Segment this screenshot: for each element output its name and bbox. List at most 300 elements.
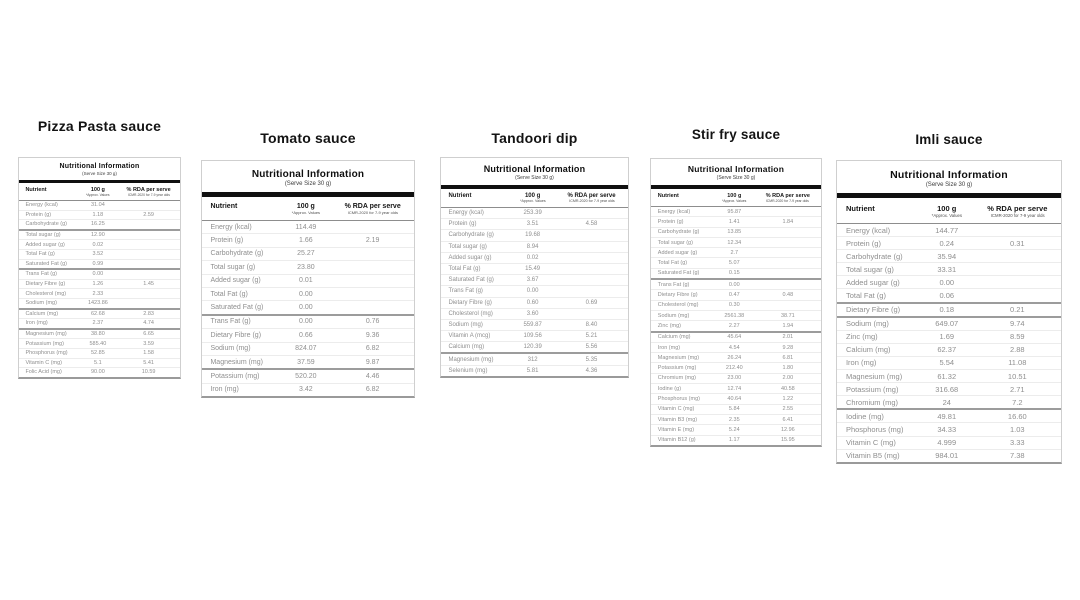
nutrient-name: Saturated Fat (g) bbox=[657, 270, 700, 277]
rda-per-serve: 2.19 bbox=[365, 237, 380, 245]
value-per-100g: 120.39 bbox=[523, 344, 542, 351]
nutrition-card bbox=[201, 130, 415, 398]
table-row bbox=[19, 279, 180, 289]
nutrient-name: Magnesium (mg) bbox=[25, 331, 67, 338]
rda-per-serve: 8.40 bbox=[585, 321, 598, 328]
column-header-rda bbox=[124, 187, 174, 197]
table-row bbox=[202, 233, 414, 246]
rda-per-serve: 4.36 bbox=[585, 367, 598, 374]
rda-per-serve: 11.08 bbox=[1008, 358, 1027, 368]
table-row bbox=[837, 369, 1061, 382]
nutrition-info-heading: Nutritional Information bbox=[483, 164, 586, 174]
value-per-100g: 1.41 bbox=[728, 218, 740, 225]
value-per-100g: 312 bbox=[527, 356, 538, 363]
nutrient-name: Dietary Fibre (g) bbox=[657, 292, 698, 299]
value-per-100g: 109.56 bbox=[523, 333, 542, 340]
value-per-100g: 5.1 bbox=[94, 359, 102, 366]
rda-subtext: ICMR-2020 for 7-9 year olds bbox=[990, 213, 1045, 218]
table-row bbox=[651, 289, 821, 299]
column-header-nutrient: Nutrient bbox=[25, 187, 47, 193]
column-header-rda bbox=[983, 204, 1052, 218]
nutrient-name: Cholesterol (mg) bbox=[25, 290, 67, 297]
value-per-100g: 1.17 bbox=[728, 437, 740, 444]
nutrient-name: Iron (mg) bbox=[25, 320, 48, 327]
nutrient-name: Trans Fat (g) bbox=[448, 288, 483, 295]
serve-size-label: (Serve Size 30 g) bbox=[925, 182, 973, 188]
table-row bbox=[441, 330, 628, 341]
value-per-100g: 0.66 bbox=[299, 331, 313, 339]
value-per-100g: 3.52 bbox=[92, 251, 104, 258]
table-row bbox=[19, 201, 180, 210]
table-row bbox=[651, 257, 821, 267]
table-row bbox=[441, 285, 628, 296]
serve-size-label: (Serve Size 30 g) bbox=[515, 175, 554, 181]
value-per-100g: 316.68 bbox=[935, 384, 959, 394]
table-row bbox=[837, 316, 1061, 330]
column-header-row bbox=[651, 189, 821, 207]
column-header-per-100g bbox=[72, 187, 124, 197]
nutrient-name: Protein (g) bbox=[448, 221, 477, 228]
rda-per-serve: 2.55 bbox=[782, 406, 794, 413]
rda-per-serve: 15.95 bbox=[780, 437, 795, 444]
rda-per-serve: 38.71 bbox=[780, 312, 795, 319]
serve-size-label: (Serve Size 30 g) bbox=[716, 175, 756, 181]
value-per-100g: 3.42 bbox=[299, 386, 313, 394]
column-header-row bbox=[441, 189, 628, 208]
table-row bbox=[651, 310, 821, 320]
value-per-100g: 144.77 bbox=[935, 225, 959, 235]
table-row bbox=[441, 274, 628, 285]
value-per-100g: 31.04 bbox=[91, 202, 105, 209]
table-row bbox=[19, 219, 180, 229]
nutrition-info-heading: Nutritional Information bbox=[59, 163, 140, 170]
nutrition-info-heading: Nutritional Information bbox=[890, 169, 1008, 181]
rda-per-serve: 2.00 bbox=[782, 375, 794, 382]
nutrient-name: Potassium (mg) bbox=[25, 340, 64, 347]
product-title: Stir fry sauce bbox=[691, 127, 781, 142]
rda-per-serve: 1.84 bbox=[782, 218, 794, 225]
value-per-100g: 13.85 bbox=[727, 229, 742, 236]
nutrient-name: Zinc (mg) bbox=[845, 332, 878, 342]
value-per-100g: 26.24 bbox=[727, 354, 742, 361]
table-row bbox=[19, 298, 180, 308]
serve-size-label: (Serve Size 30 g) bbox=[284, 181, 332, 187]
value-per-100g: 2.7 bbox=[730, 249, 739, 256]
table-row bbox=[837, 382, 1061, 395]
rda-per-serve: 5.21 bbox=[585, 333, 598, 340]
nutrient-name: Selenium (mg) bbox=[448, 367, 488, 374]
nutrient-name: Phosphorus (mg) bbox=[845, 424, 904, 434]
nutrient-name: Dietary Fibre (g) bbox=[448, 299, 492, 306]
rda-per-serve: 9.36 bbox=[365, 331, 380, 339]
value-per-100g: 1.69 bbox=[939, 332, 955, 342]
table-row bbox=[202, 383, 414, 396]
value-per-100g: 5.81 bbox=[526, 367, 539, 374]
rda-per-serve: 0.31 bbox=[1009, 238, 1025, 248]
nutrient-rows bbox=[837, 224, 1061, 462]
table-row bbox=[837, 236, 1061, 249]
table-row bbox=[837, 395, 1061, 408]
rda-per-serve: 2.59 bbox=[143, 211, 154, 218]
value-per-100g: 15.49 bbox=[525, 266, 541, 273]
rda-per-serve: 4.58 bbox=[585, 221, 598, 228]
value-per-100g: 23.00 bbox=[727, 375, 742, 382]
per-100g-label: 100 g bbox=[937, 204, 957, 213]
value-per-100g: 62.68 bbox=[91, 310, 105, 317]
nutrient-name: Trans Fat (g) bbox=[25, 271, 58, 278]
per-100g-subtext: *Approx. Values bbox=[931, 213, 962, 218]
nutrition-info-heading: Nutritional Information bbox=[251, 169, 365, 180]
nutrient-name: Sodium (mg) bbox=[657, 312, 690, 319]
value-per-100g: 49.81 bbox=[937, 411, 957, 421]
nutrient-name: Energy (kcal) bbox=[845, 225, 891, 235]
value-per-100g: 0.02 bbox=[526, 254, 539, 261]
per-100g-subtext: *Approx. Values bbox=[519, 199, 546, 203]
nutrient-name: Dietary Fibre (g) bbox=[210, 331, 262, 339]
value-per-100g: 38.80 bbox=[91, 331, 105, 338]
table-row bbox=[441, 229, 628, 240]
table-row bbox=[202, 328, 414, 341]
rda-per-serve: 2.71 bbox=[1009, 384, 1025, 394]
per-100g-subtext: *Approx. Values bbox=[722, 199, 747, 203]
nutrient-name: Energy (kcal) bbox=[448, 210, 484, 217]
value-per-100g: 37.59 bbox=[297, 358, 315, 366]
table-row bbox=[837, 422, 1061, 435]
rda-per-serve: 9.87 bbox=[365, 358, 380, 366]
nutrient-name: Calcium (mg) bbox=[448, 344, 485, 351]
table-row bbox=[837, 449, 1061, 462]
value-per-100g: 52.85 bbox=[91, 350, 105, 357]
nutrient-name: Iodine (mg) bbox=[845, 411, 884, 421]
table-row bbox=[19, 268, 180, 279]
table-row bbox=[651, 424, 821, 434]
nutrient-name: Trans Fat (g) bbox=[210, 318, 251, 326]
rda-per-serve: 8.59 bbox=[1009, 332, 1025, 342]
column-header-nutrient: Nutrient bbox=[448, 193, 472, 199]
rda-per-serve: 2.88 bbox=[1009, 345, 1025, 355]
rda-per-serve: 5.41 bbox=[143, 359, 154, 366]
value-per-100g: 114.49 bbox=[295, 223, 317, 231]
rda-per-serve: 3.59 bbox=[143, 340, 154, 347]
table-row bbox=[441, 297, 628, 308]
rda-label: % RDA per serve bbox=[344, 203, 401, 210]
nutrition-card bbox=[440, 130, 629, 378]
nutrient-name: Cholesterol (mg) bbox=[657, 302, 699, 309]
table-row bbox=[19, 308, 180, 319]
value-per-100g: 5.07 bbox=[728, 260, 740, 267]
value-per-100g: 34.33 bbox=[937, 424, 957, 434]
nutrient-name: Iron (mg) bbox=[210, 386, 239, 394]
value-per-100g: 24 bbox=[942, 397, 951, 407]
table-row bbox=[651, 342, 821, 352]
nutrient-name: Iron (mg) bbox=[845, 358, 877, 368]
value-per-100g: 1.18 bbox=[92, 211, 104, 218]
nutrient-name: Total sugar (g) bbox=[448, 243, 487, 250]
value-per-100g: 0.30 bbox=[728, 302, 740, 309]
nutrient-name: Total sugar (g) bbox=[210, 263, 256, 271]
table-row bbox=[651, 227, 821, 237]
value-per-100g: 8.94 bbox=[526, 243, 539, 250]
rda-per-serve: 2.83 bbox=[143, 310, 154, 317]
column-header-per-100g bbox=[707, 193, 761, 203]
rda-per-serve: 1.58 bbox=[143, 350, 154, 357]
column-header-nutrient: Nutrient bbox=[210, 203, 238, 210]
rda-per-serve: 7.2 bbox=[1012, 397, 1023, 407]
rda-per-serve: 6.65 bbox=[143, 331, 154, 338]
table-row bbox=[441, 241, 628, 252]
table-row bbox=[651, 247, 821, 257]
rda-per-serve: 2.01 bbox=[782, 334, 794, 341]
nutrient-name: Iodine (g) bbox=[657, 385, 682, 392]
value-per-100g: 0.15 bbox=[728, 270, 740, 277]
table-row bbox=[651, 237, 821, 247]
rda-per-serve: 9.74 bbox=[1009, 319, 1025, 329]
value-per-100g: 35.94 bbox=[937, 251, 957, 261]
nutrient-name: Vitamin A (mcg) bbox=[448, 333, 491, 340]
nutrient-name: Chromium (mg) bbox=[657, 375, 696, 382]
value-per-100g: 0.01 bbox=[299, 277, 313, 285]
table-row bbox=[837, 275, 1061, 288]
rda-per-serve: 40.58 bbox=[780, 385, 795, 392]
column-header-rda bbox=[761, 193, 814, 203]
value-per-100g: 62.37 bbox=[937, 345, 957, 355]
value-per-100g: 4.54 bbox=[728, 344, 740, 351]
value-per-100g: 984.01 bbox=[935, 451, 959, 461]
rda-label: % RDA per serve bbox=[126, 187, 171, 193]
rda-per-serve: 3.33 bbox=[1009, 438, 1025, 448]
table-row bbox=[651, 393, 821, 403]
table-row bbox=[651, 207, 821, 216]
nutrient-name: Energy (kcal) bbox=[210, 223, 252, 231]
rda-per-serve: 1.94 bbox=[782, 322, 794, 329]
rda-per-serve: 1.45 bbox=[143, 281, 154, 288]
per-100g-subtext: *Approx. Values bbox=[86, 193, 110, 197]
value-per-100g: 0.00 bbox=[92, 271, 104, 278]
table-row bbox=[651, 435, 821, 445]
nutrient-name: Added sugar (g) bbox=[25, 241, 65, 248]
nutrient-name: Dietary Fibre (g) bbox=[25, 281, 66, 288]
rda-per-serve: 4.74 bbox=[143, 320, 154, 327]
table-row bbox=[837, 262, 1061, 275]
rda-subtext: ICMR-2020 for 7-9 year olds bbox=[568, 199, 615, 203]
value-per-100g: 0.00 bbox=[299, 318, 313, 326]
nutrition-table bbox=[440, 157, 629, 378]
rda-per-serve: 6.82 bbox=[365, 386, 380, 394]
table-row bbox=[441, 218, 628, 229]
table-row bbox=[837, 249, 1061, 262]
column-header-row bbox=[202, 197, 414, 221]
nutrition-table bbox=[18, 157, 181, 379]
column-header-rda bbox=[563, 193, 621, 203]
column-header-nutrient: Nutrient bbox=[845, 204, 875, 213]
nutrient-name: Potassium (mg) bbox=[845, 384, 899, 394]
table-row bbox=[441, 341, 628, 352]
nutrient-rows bbox=[19, 201, 180, 377]
table-row bbox=[19, 288, 180, 298]
nutrient-rows bbox=[202, 221, 414, 396]
value-per-100g: 45.64 bbox=[727, 334, 742, 341]
rda-per-serve: 1.80 bbox=[782, 365, 794, 372]
table-row bbox=[651, 278, 821, 289]
nutrient-name: Total Fat (g) bbox=[25, 251, 55, 258]
table-row bbox=[651, 268, 821, 278]
value-per-100g: 12.34 bbox=[727, 239, 742, 246]
table-row bbox=[19, 249, 180, 259]
nutrition-card bbox=[650, 127, 822, 447]
table-row bbox=[202, 300, 414, 313]
value-per-100g: 0.00 bbox=[299, 304, 313, 312]
table-row bbox=[202, 342, 414, 355]
table-row bbox=[202, 221, 414, 233]
table-row bbox=[651, 414, 821, 424]
per-100g-subtext: *Approx. Values bbox=[291, 210, 320, 215]
nutrient-name: Protein (g) bbox=[25, 211, 52, 218]
table-row bbox=[19, 348, 180, 358]
rda-per-serve: 0.48 bbox=[782, 292, 794, 299]
nutrient-name: Protein (g) bbox=[210, 237, 244, 245]
value-per-100g: 2561.38 bbox=[724, 312, 745, 319]
table-row bbox=[202, 287, 414, 300]
nutrient-name: Calcium (mg) bbox=[657, 334, 691, 341]
nutrient-name: Vitamin C (mg) bbox=[657, 406, 695, 413]
column-header-row bbox=[837, 198, 1061, 224]
nutrient-name: Chromium (mg) bbox=[845, 397, 899, 407]
value-per-100g: 95.87 bbox=[727, 208, 742, 215]
value-per-100g: 0.18 bbox=[939, 305, 955, 315]
rda-per-serve: 5.56 bbox=[585, 344, 598, 351]
table-row bbox=[202, 247, 414, 260]
value-per-100g: 0.99 bbox=[92, 260, 104, 267]
table-row bbox=[202, 368, 414, 382]
nutrient-name: Magnesium (mg) bbox=[210, 358, 263, 366]
table-row bbox=[651, 362, 821, 372]
table-row bbox=[19, 259, 180, 269]
value-per-100g: 3.67 bbox=[526, 277, 539, 284]
table-row bbox=[651, 320, 821, 330]
table-row bbox=[441, 365, 628, 376]
rda-per-serve: 16.60 bbox=[1007, 411, 1027, 421]
value-per-100g: 0.00 bbox=[939, 277, 955, 287]
nutrition-table bbox=[836, 160, 1062, 464]
nutrient-name: Sodium (mg) bbox=[448, 321, 483, 328]
table-row bbox=[202, 260, 414, 273]
nutrient-name: Total sugar (g) bbox=[657, 239, 693, 246]
table-row bbox=[19, 328, 180, 339]
nutrient-name: Saturated Fat (g) bbox=[210, 304, 264, 312]
table-row bbox=[19, 367, 180, 377]
rda-subtext: ICMR-2020 for 7-9 year olds bbox=[127, 193, 170, 197]
value-per-100g: 0.24 bbox=[939, 238, 955, 248]
nutrient-name: Sodium (mg) bbox=[210, 345, 251, 353]
table-row bbox=[441, 252, 628, 263]
nutrient-name: Vitamin C (mg) bbox=[845, 438, 896, 448]
value-per-100g: 23.80 bbox=[297, 263, 315, 271]
serve-size-label: (Serve Size 30 g) bbox=[82, 171, 117, 176]
nutrient-name: Carbohydrate (g) bbox=[210, 250, 264, 258]
rda-per-serve: 1.03 bbox=[1009, 424, 1025, 434]
rda-per-serve: 10.51 bbox=[1007, 371, 1027, 381]
rda-per-serve: 6.81 bbox=[782, 354, 794, 361]
nutrient-name: Potassium (mg) bbox=[210, 372, 260, 380]
nutrient-name: Cholesterol (mg) bbox=[448, 310, 493, 317]
nutrient-name: Energy (kcal) bbox=[25, 202, 58, 209]
value-per-100g: 61.32 bbox=[937, 371, 957, 381]
table-row bbox=[651, 404, 821, 414]
value-per-100g: 824.07 bbox=[295, 345, 317, 353]
value-per-100g: 2.33 bbox=[92, 290, 104, 297]
nutrient-name: Magnesium (mg) bbox=[448, 356, 494, 363]
value-per-100g: 12.74 bbox=[727, 385, 742, 392]
table-row bbox=[19, 358, 180, 368]
table-row bbox=[651, 331, 821, 342]
nutrient-name: Dietary Fibre (g) bbox=[845, 305, 901, 315]
table-row bbox=[441, 308, 628, 319]
value-per-100g: 5.84 bbox=[728, 406, 740, 413]
nutrient-name: Iron (mg) bbox=[657, 344, 681, 351]
nutrient-name: Added sugar (g) bbox=[210, 277, 261, 285]
value-per-100g: 90.00 bbox=[91, 369, 105, 376]
rda-per-serve: 6.82 bbox=[365, 345, 380, 353]
value-per-100g: 559.87 bbox=[523, 321, 542, 328]
nutrient-rows bbox=[441, 208, 628, 376]
product-title: Imli sauce bbox=[915, 132, 983, 147]
per-100g-label: 100 g bbox=[524, 193, 541, 199]
table-row bbox=[837, 330, 1061, 343]
table-row bbox=[19, 229, 180, 240]
rda-per-serve: 4.46 bbox=[365, 372, 380, 380]
nutrient-name: Carbohydrate (g) bbox=[448, 232, 494, 239]
nutrient-name: Total sugar (g) bbox=[25, 232, 61, 239]
nutrient-name: Sodium (mg) bbox=[845, 319, 889, 329]
nutrient-name: Protein (g) bbox=[657, 218, 684, 225]
table-row bbox=[837, 288, 1061, 301]
column-header-per-100g bbox=[503, 193, 563, 203]
table-row bbox=[19, 318, 180, 328]
table-row bbox=[441, 352, 628, 364]
value-per-100g: 0.00 bbox=[526, 288, 539, 295]
value-per-100g: 0.02 bbox=[92, 241, 104, 248]
nutrient-name: Saturated Fat (g) bbox=[25, 260, 68, 267]
nutrient-name: Folic Acid (mg) bbox=[25, 369, 62, 376]
nutrition-card bbox=[18, 118, 181, 379]
value-per-100g: 0.47 bbox=[728, 292, 740, 299]
table-row bbox=[651, 300, 821, 310]
product-title: Pizza Pasta sauce bbox=[37, 118, 162, 134]
value-per-100g: 33.31 bbox=[937, 264, 957, 274]
value-per-100g: 212.40 bbox=[725, 365, 743, 372]
rda-subtext: ICMR-2020 for 7-9 year olds bbox=[766, 199, 810, 203]
table-row bbox=[19, 338, 180, 348]
nutrition-table bbox=[201, 160, 415, 398]
value-per-100g: 1.66 bbox=[299, 237, 313, 245]
value-per-100g: 0.06 bbox=[939, 291, 955, 301]
nutrient-name: Zinc (mg) bbox=[657, 322, 682, 329]
table-row bbox=[441, 263, 628, 274]
column-header-per-100g bbox=[272, 203, 340, 215]
value-per-100g: 1423.86 bbox=[87, 300, 108, 307]
rda-per-serve: 9.28 bbox=[782, 344, 794, 351]
nutrient-name: Energy (kcal) bbox=[657, 208, 691, 215]
value-per-100g: 5.24 bbox=[728, 426, 740, 433]
value-per-100g: 585.40 bbox=[89, 340, 107, 347]
rda-per-serve: 5.35 bbox=[585, 356, 598, 363]
table-row bbox=[651, 373, 821, 383]
value-per-100g: 12.90 bbox=[91, 232, 105, 239]
nutrient-name: Carbohydrate (g) bbox=[25, 221, 68, 228]
table-row bbox=[837, 224, 1061, 236]
value-per-100g: 16.25 bbox=[91, 221, 105, 228]
value-per-100g: 0.00 bbox=[728, 281, 740, 288]
